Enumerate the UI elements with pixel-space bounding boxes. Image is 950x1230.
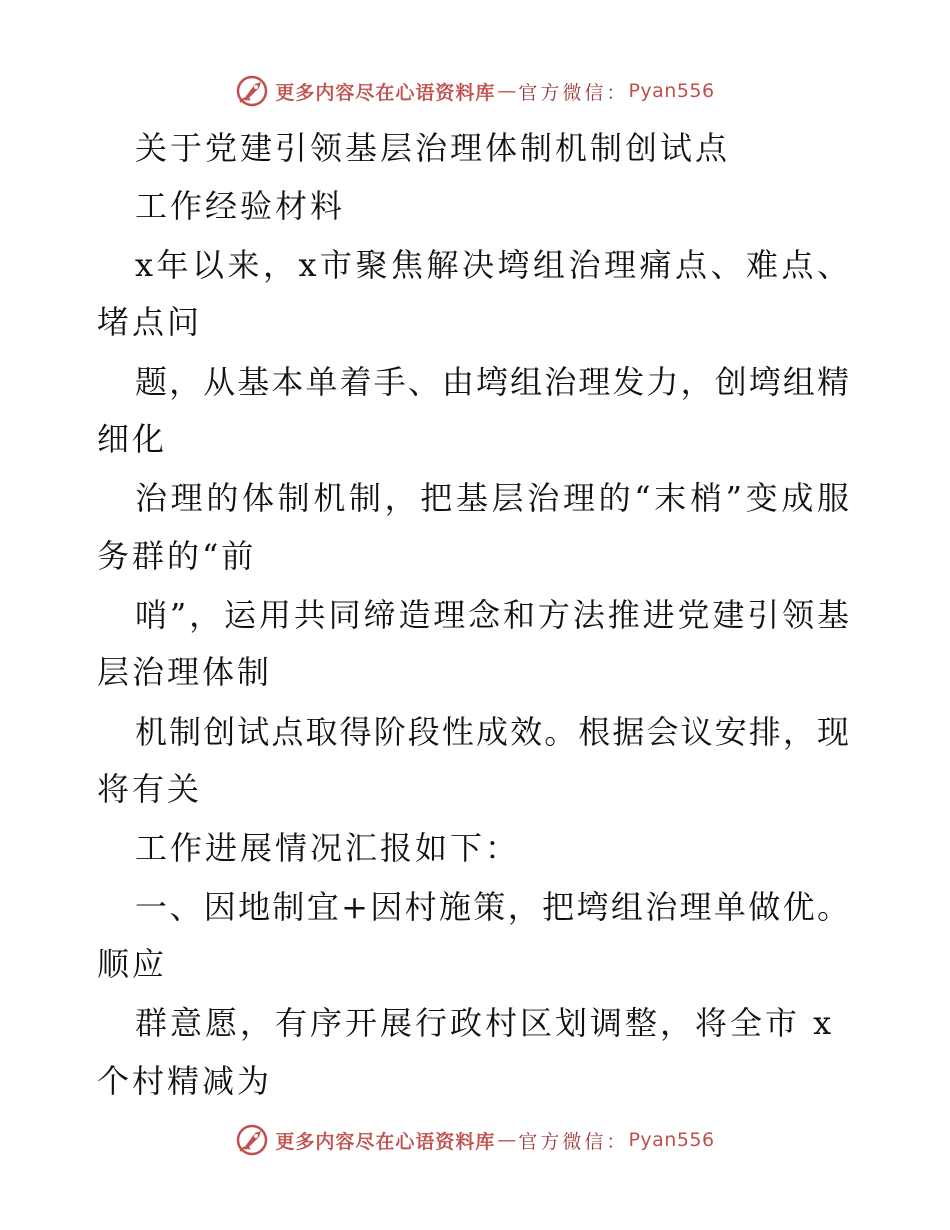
pen-nib-logo-icon — [235, 74, 269, 108]
watermark-dash: — — [497, 1129, 517, 1151]
paragraph-line: 治理的体制机制，把基层治理的“末梢”变成服 — [135, 479, 851, 517]
paragraph-line: 工作进展情况汇报如下： — [135, 829, 521, 867]
paragraph-line: 堵点问 — [97, 303, 203, 341]
paragraph-line: 务群的“前 — [97, 537, 257, 575]
pen-nib-logo-icon — [235, 1123, 269, 1157]
paragraph-line: 个村精减为 — [97, 1062, 273, 1100]
watermark-account: Pyan556 — [628, 80, 715, 102]
watermark-label: 官方微信： — [518, 1130, 629, 1153]
paragraph-line: 机制创试点取得阶段性成效。根据会议安排，现 — [135, 713, 851, 751]
watermark-site-text: 更多内容尽在心语资料库 — [275, 1130, 496, 1153]
footer-watermark — [0, 1120, 950, 1160]
section-heading-line: 一、因地制宜+因村施策，把塆组治理单做优。 — [135, 888, 851, 926]
paragraph-line: 群意愿，有序开展行政村区划调整，将全市 x — [135, 1004, 835, 1042]
paragraph-line: 顺应 — [97, 945, 168, 983]
header-watermark — [0, 71, 950, 111]
paragraph-line: 层治理体制 — [97, 653, 273, 691]
paragraph-line: 题，从基本单着手、由塆组治理发力，创塆组精 — [135, 363, 851, 401]
paragraph-line: 细化 — [97, 420, 168, 458]
paragraph-line: 哨”，运用共同缔造理念和方法推进党建引领基 — [135, 596, 851, 634]
document-title-line-2: 工作经验材料 — [135, 187, 346, 225]
document-title-line-1: 关于党建引领基层治理体制机制创试点 — [135, 129, 731, 167]
paragraph-line: x年以来，x市聚焦解决塆组治理痛点、难点、 — [135, 246, 851, 284]
watermark-site-text: 更多内容尽在心语资料库 — [275, 81, 496, 104]
watermark-dash: — — [497, 80, 517, 102]
paragraph-line: 将有关 — [97, 770, 203, 808]
watermark-account: Pyan556 — [628, 1129, 715, 1151]
watermark-label: 官方微信： — [518, 81, 629, 104]
